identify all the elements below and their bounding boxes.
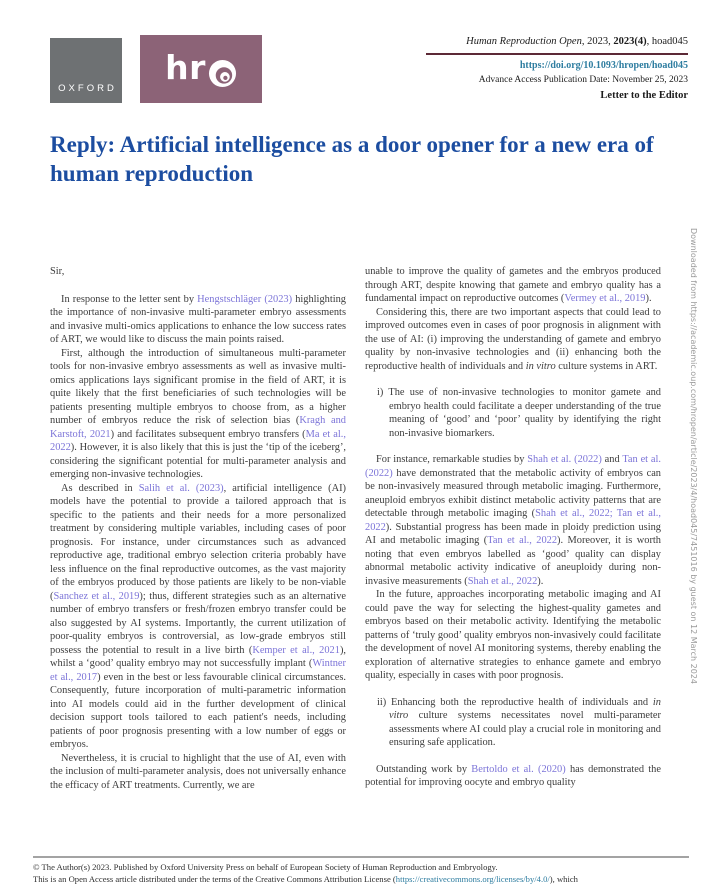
doi-link[interactable]: https://doi.org/10.1093/hropen/hoad045 [519, 59, 688, 71]
text-segment: and [601, 454, 623, 465]
license-line [33, 874, 695, 886]
text-segment: , hoad045 [646, 36, 688, 47]
header-rule [426, 53, 688, 55]
paragraph [50, 293, 346, 347]
citation-link[interactable]: Sanchez et al., 2019 [53, 590, 140, 602]
citation-link[interactable]: Tan et al. (2022) [365, 454, 662, 479]
article-title: Reply: Artificial intelligence as a door opener for a new era of human reproduction [50, 132, 654, 186]
text-segment: Nevertheless, it is crucial to highlight that the use of AI, even with the inclusion of multi-parameter analysis, does not universally enhance the efficacy of ART treatments. Currently, we are [50, 752, 346, 791]
copyright-line [33, 862, 695, 874]
text-segment: In the future, approaches incorporating metabolic imaging and AI could pave the way for selecting the highest-quality gametes and embryos based on their metabolic activity. Identifying the metabolic patterns of ‘truly good’ quality embryos non-invasively could facilitate the development of novel AI monitoring systems, thereby enabling the exploration of alternative strategies to enhance gamete and embryo quality, especially in cases with poor prognosis. [365, 589, 661, 681]
text-segment: have demonstrated that the metabolic activity of embryos can be non-invasively measured through metabolic imaging. Furthermore, aneuploid embryos exhibit distinct metabolic activity patterns that are detectable through metabolic imaging ( [365, 467, 661, 519]
list-item-ii [365, 696, 661, 750]
header-citation-block [426, 36, 688, 102]
paragraph [50, 482, 346, 752]
journal-citation [426, 36, 688, 49]
text-segment: As described in [61, 482, 139, 494]
citation-link[interactable]: Kemper et al., 2021 [252, 644, 340, 656]
paragraph [50, 752, 346, 793]
citation-link[interactable]: Kragh and Karstoft, 2021 [50, 415, 346, 440]
text-segment: unable to improve the quality of gametes and the embryos produced through ART, despite knowing that gamete and embryo quality has a fundamental impact on reproductive outcomes ( [365, 266, 661, 304]
advance-access-date: Advance Access Publication Date: November 25, 2023 [478, 75, 688, 85]
text-segment: ); thus, different strategies such as an alternative number of embryo transfers or fresh/frozen embryo transfer could be also suggested by AI systems. Importantly, the current utilization of poor-quality embryos is controversial, as low-grade embryos still possess the potential to result in a live birth ( [50, 590, 347, 656]
text-segment: in vitro [525, 360, 556, 372]
citation-link[interactable]: Tan et al., 2022 [487, 535, 558, 546]
citation-link[interactable]: Shah et al. (2022) [527, 454, 602, 465]
text-segment: ). Moreover, it is worth noting that even embryos labelled as ‘good’ quality can display abnormal metabolic activity indicative of aneuploidy during non-invasive measurements ( [365, 535, 661, 587]
oxford-logo [50, 38, 122, 103]
paragraph [365, 453, 661, 588]
citation-link[interactable]: Shah et al., 2022 [467, 575, 538, 587]
text-segment: ), which [549, 873, 578, 884]
text-segment: , 2023, [581, 36, 614, 47]
article-type-label: Letter to the Editor [600, 89, 688, 101]
text-segment: ). [537, 575, 544, 587]
paragraph [365, 588, 661, 683]
download-watermark: Downloaded from https://academic.oup.com/hropen/article/2023/4/hoad045/7451016 by guest on 12 March 2024 [689, 228, 698, 685]
text-segment: This is an Open Access article distributed under the terms of the Creative Commons Attribution License ( [33, 873, 396, 884]
text-segment: culture systems necessitates novel multi-parameter assessments where AI could play a crucial role in monitoring and ensuring safe application. [389, 710, 661, 748]
left-column [50, 265, 346, 792]
text-segment: ) and facilitates subsequent embryo transfers ( [110, 428, 306, 440]
oxford-logo-text: OXFORD [58, 83, 117, 94]
paragraph [365, 763, 661, 790]
text-segment: Human Reproduction Open [466, 36, 582, 47]
text-segment: ). However, it is also likely that this is just the ‘tip of the iceberg’, considering the significant potential for multi-parameter analysis and emerging non-invasive technologies. [50, 442, 346, 480]
text-segment: 2023(4) [613, 36, 647, 47]
text-segment: ). [645, 293, 652, 304]
paragraph [50, 347, 346, 482]
hro-logo-text: hr [165, 47, 206, 87]
citation-link[interactable]: Shah et al., 2022; Tan et al., 2022 [365, 508, 661, 533]
footer [33, 862, 695, 886]
text-segment: Considering this, there are two important aspects that could lead to improved outcomes even in cases of poor prognosis in alignment with the use of AI: (i) improving the understanding of gamete and embryo quality by non-invasive technologies and (ii) enhancing both the reproductive health of individuals and [365, 306, 661, 372]
text-segment: , artificial intelligence (AI) models have the potential to provide a tailored approach that is specific to the patients and their needs for a more personalized treatment by considering multiple variables, including cases of poor prognosis. For instance, under circumstances such as advanced reproductive age, traditional embryo selection criteria probably have less influence on the final reproductive outcomes, as the vast majority of the embryos produced by those patients are likely to be non-viable ( [50, 482, 346, 602]
citation-link[interactable]: Salih et al. (2023) [138, 482, 224, 494]
text-segment: has demonstrated the potential for improving oocyte and embryo quality [365, 763, 661, 788]
citation-link[interactable]: Bertoldo et al. (2020) [471, 763, 566, 775]
right-column [365, 265, 661, 790]
citation-link[interactable]: Vermey et al., 2019 [564, 293, 646, 304]
citation-link[interactable]: Ma et al., 2022 [50, 428, 346, 453]
text-segment: i) The use of non-invasive technologies to monitor gamete and embryo health could facilitate a deeper understanding of the true meaning of ‘good’ and ‘poor’ quality by identifying the right non-invasive biomarkers. [377, 387, 661, 439]
hro-spiral-icon [208, 59, 237, 88]
footer-rule [33, 856, 689, 858]
text-segment: ii) Enhancing both the reproductive health of individuals and [377, 696, 653, 708]
list-item-i [365, 386, 661, 440]
text-segment: culture systems in ART. [555, 360, 658, 372]
citation-link[interactable]: https://creativecommons.org/licenses/by/4.0/ [395, 873, 550, 884]
hro-logo [140, 35, 262, 103]
paragraph [365, 306, 661, 374]
citation-link[interactable]: Hengstschläger (2023) [197, 293, 293, 305]
salutation: Sir, [50, 266, 65, 277]
text-segment: ). Substantial progress has been made in ploidy prediction using AI and metabolic imaging ( [365, 521, 661, 546]
text-segment: In response to the letter sent by [61, 293, 198, 305]
text-segment: Outstanding work by [376, 763, 472, 775]
text-segment: in vitro [389, 696, 661, 721]
text-segment: © The Author(s) 2023. Published by Oxford University Press on behalf of European Society of Human Reproduction and Embryology. [33, 862, 498, 872]
citation-link[interactable]: Wintner et al., 2017 [50, 658, 346, 683]
paragraph [365, 265, 661, 306]
text-segment: ) even in the best or less favourable clinical circumstances. Consequently, future incorporation of multi-parametric information into AI models could aid in the further development of clinical decision support tools tailored to each patient's needs, including patients of poor prognosis presenting with a low number of eggs or embryos. [50, 671, 346, 750]
text-segment: highlighting the importance of non-invasive multi-parameter embryo assessments and invasive multi-omics applications to enhance the low success rates of ART, we would like to discuss the main points raised. [50, 293, 346, 345]
text-segment: For instance, remarkable studies by [376, 454, 528, 465]
text-segment: ), whilst a ‘good’ quality embryo may not successfully implant ( [50, 644, 346, 669]
text-segment: First, although the introduction of simultaneous multi-parameter tools for non-invasive embryo assessments as well as invasive multi-omics applications lays significant promise in the field of ART, it is quite likely that the first beneficiaries of such technologies will be patients presenting multiple embryos to choose from, as a higher number of embryos reduce the risk of selection bias ( [50, 347, 346, 426]
